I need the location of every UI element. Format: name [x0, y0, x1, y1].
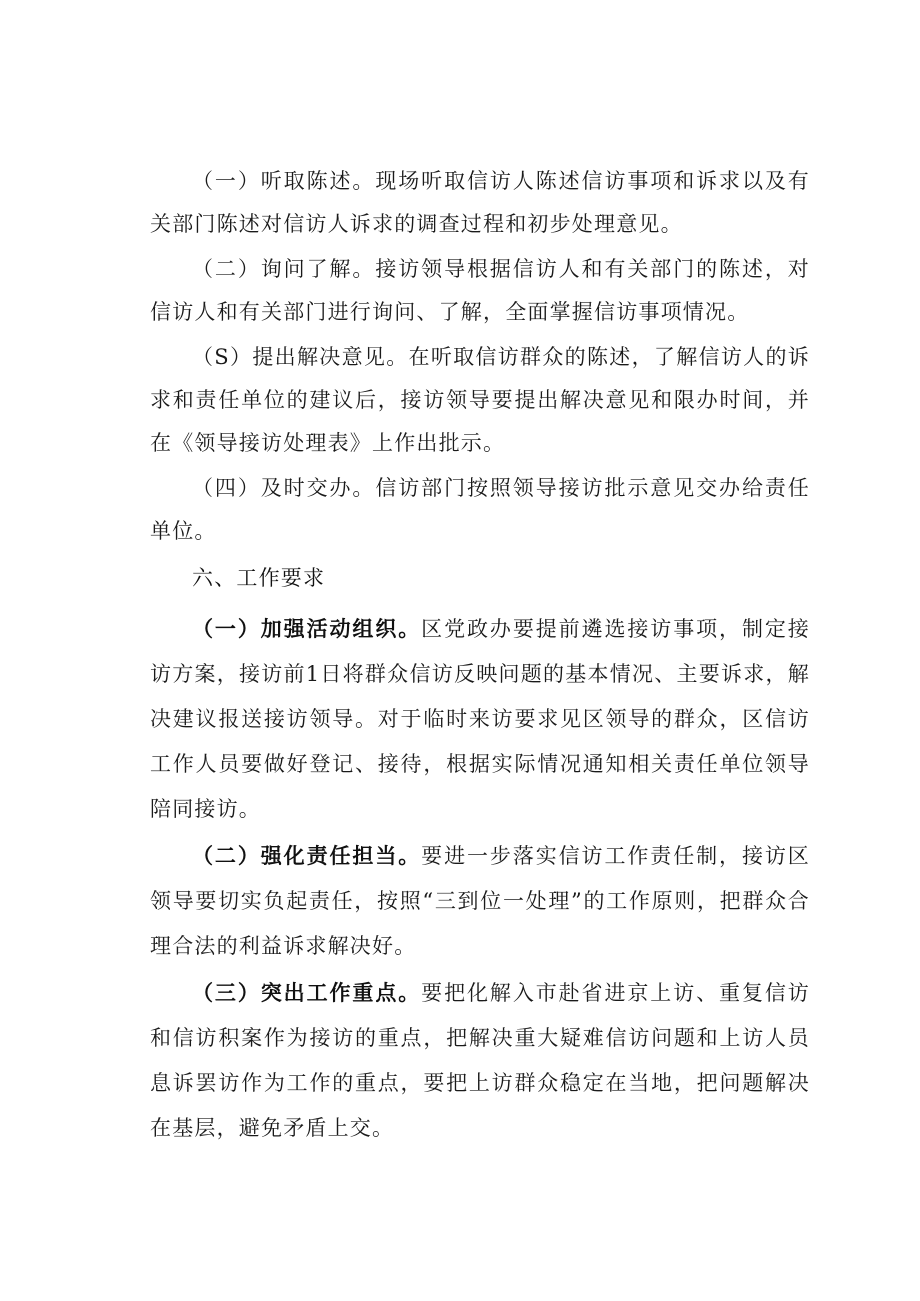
document-body: [150, 160, 810, 1151]
requirement-paragraph-2: [150, 834, 810, 969]
requirement-lead-3: （三）突出工作重点。: [192, 981, 422, 1005]
step-paragraph-4: （四）及时交办。信访部门按照领导接访批示意见交办给责任单位。: [150, 476, 810, 543]
requirement-lead-1: （一）加强活动组织。: [192, 617, 422, 641]
requirement-paragraph-3: [150, 971, 810, 1151]
step-paragraph-2: （二）询问了解。接访领导根据信访人和有关部门的陈述，对信访人和有关部门进行询问、了解，全面掌握信访事项情况。: [150, 257, 810, 324]
requirement-text-1: 区党政办要提前遴选接访事项，制定接访方案，接访前1日将群众信访反映问题的基本情况、主要诉求，解决建议报送接访领导。对于临时来访要求见区领导的群众，区信访工作人员要做好登记、接待，根据实际情况通知相关责任单位领导陪同接访。: [150, 617, 810, 821]
requirement-paragraph-1: [150, 607, 810, 832]
section-heading: 六、工作要求: [192, 566, 326, 590]
requirement-text-3: 要把化解入市赴省进京上访、重复信访和信访积案作为接访的重点，把解决重大疑难信访问题和上访人员息诉罢访作为工作的重点，要把上访群众稳定在当地，把问题解决在基层，避免矛盾上交。: [150, 981, 810, 1140]
step-paragraph-3: （S）提出解决意见。在听取信访群众的陈述，了解信访人的诉求和责任单位的建议后，接访领导要提出解决意见和限办时间，并在《领导接访处理表》上作出批示。: [150, 345, 810, 455]
requirement-text-2: 要进一步落实信访工作责任制，接访区领导要切实负起责任，按照“三到位一处理”的工作原则，把群众合理合法的利益诉求解决好。: [150, 844, 810, 958]
step-paragraph-1: （一）听取陈述。现场听取信访人陈述信访事项和诉求以及有关部门陈述对信访人诉求的调查过程和初步处理意见。: [150, 169, 810, 236]
requirement-lead-2: （二）强化责任担当。: [192, 844, 422, 868]
